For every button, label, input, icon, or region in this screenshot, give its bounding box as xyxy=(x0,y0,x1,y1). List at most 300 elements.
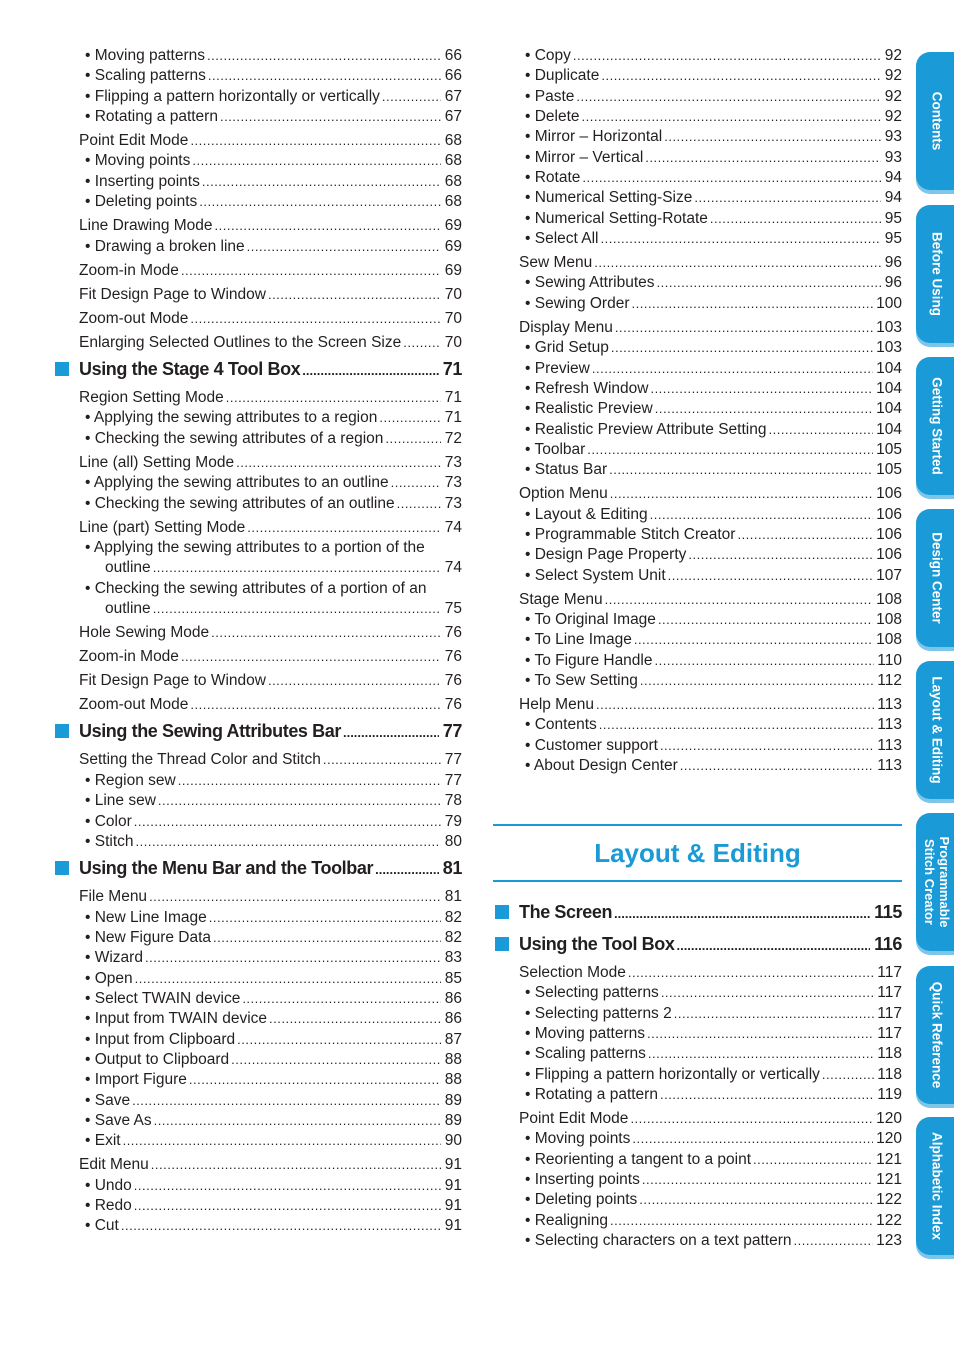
dot-leader xyxy=(645,148,881,168)
entry-title: • Moving patterns xyxy=(95,46,205,66)
entry-title: • Scaling patterns xyxy=(535,1044,646,1064)
page-number: 75 xyxy=(444,600,462,617)
toc-section-row[interactable] xyxy=(495,931,902,957)
toc-subentry[interactable] xyxy=(495,1004,902,1024)
entry-title: Line Drawing Mode xyxy=(79,217,213,234)
dot-leader xyxy=(215,216,441,236)
page-number: 122 xyxy=(876,1191,902,1208)
toc-subentry[interactable] xyxy=(55,237,462,257)
dot-leader xyxy=(382,87,441,107)
entry-title: Hole Sewing Mode xyxy=(79,624,210,641)
entry-title: • Numerical Setting-Rotate xyxy=(535,209,708,229)
dot-leader xyxy=(639,1190,873,1210)
chapter-tab-label: Quick Reference xyxy=(929,981,945,1089)
toc-subentry[interactable] xyxy=(495,273,902,293)
section-square-icon xyxy=(55,861,69,875)
page-number: 70 xyxy=(444,286,462,303)
dot-leader xyxy=(207,46,441,66)
toc-entry[interactable] xyxy=(55,285,462,305)
page-number: 113 xyxy=(877,757,902,774)
toc-entry[interactable] xyxy=(55,647,462,667)
toc-subentry[interactable] xyxy=(495,525,902,545)
entry-title: • Numerical Setting-Size xyxy=(535,188,692,208)
toc-subentry[interactable] xyxy=(55,1091,462,1111)
page-number: 96 xyxy=(884,254,902,271)
page-number: 88 xyxy=(444,1051,462,1068)
toc-entry[interactable] xyxy=(55,333,462,353)
entry-title: • Paste xyxy=(535,87,574,107)
chapter-tab-label: Before Using xyxy=(929,231,945,317)
page-number: 82 xyxy=(444,909,462,926)
dot-leader xyxy=(231,1050,441,1070)
toc-subentry[interactable] xyxy=(55,1196,462,1216)
page-number: 95 xyxy=(884,230,902,247)
page-number: 93 xyxy=(884,149,902,166)
toc-subentry[interactable] xyxy=(495,1085,902,1105)
toc-subentry[interactable] xyxy=(495,338,902,358)
toc-subentry[interactable] xyxy=(495,168,902,188)
toc-subentry[interactable] xyxy=(55,429,462,449)
page-number: 106 xyxy=(876,485,902,502)
page-number: 120 xyxy=(876,1130,902,1147)
toc-subentry[interactable] xyxy=(55,473,462,493)
entry-title: • Toolbar xyxy=(535,440,585,460)
toc-subentry[interactable] xyxy=(55,832,462,852)
chapter-tab-label: Alphabetic Index xyxy=(929,1131,945,1241)
dot-leader xyxy=(650,505,874,525)
toc-subentry[interactable] xyxy=(55,107,462,127)
dot-leader xyxy=(632,294,874,314)
entry-title: • Flipping a pattern horizontally or vertically xyxy=(535,1065,820,1085)
toc-subentry[interactable] xyxy=(495,715,902,735)
toc-section-row[interactable] xyxy=(55,718,462,744)
entry-title: • Moving patterns xyxy=(535,1024,645,1044)
toc-entry[interactable] xyxy=(495,590,902,610)
page-number: 76 xyxy=(444,696,462,713)
toc-subentry[interactable] xyxy=(495,399,902,419)
page-number: 117 xyxy=(877,1005,902,1022)
toc-subentry[interactable] xyxy=(495,1231,902,1251)
entry-title: outline xyxy=(105,559,151,576)
toc-subentry[interactable] xyxy=(495,756,902,776)
entry-title: • Inserting points xyxy=(535,1170,640,1190)
entry-title: Zoom-in Mode xyxy=(79,648,179,665)
dot-leader xyxy=(794,1231,874,1251)
dot-leader xyxy=(190,695,441,715)
entry-title: • Rotating a pattern xyxy=(95,107,218,127)
dot-leader xyxy=(343,718,439,746)
toc-subentry[interactable] xyxy=(55,408,462,428)
toc-subentry[interactable] xyxy=(55,989,462,1009)
section-heading-box xyxy=(493,824,902,882)
dot-leader xyxy=(136,832,442,852)
chapter-tab[interactable] xyxy=(916,1117,954,1255)
page-number: 81 xyxy=(442,858,462,878)
toc-entry[interactable] xyxy=(55,309,462,329)
entry-title: • Layout & Editing xyxy=(535,505,648,525)
toc-entry[interactable] xyxy=(55,518,462,538)
chapter-tab[interactable] xyxy=(916,813,954,951)
toc-subentry[interactable] xyxy=(495,440,902,460)
toc-subentry[interactable] xyxy=(495,359,902,379)
entry-title: Help Menu xyxy=(519,696,594,713)
chapter-tab[interactable] xyxy=(916,509,954,647)
toc-subentry[interactable] xyxy=(55,812,462,832)
entry-title: • Contents xyxy=(535,715,597,735)
toc-subentry[interactable] xyxy=(495,1065,902,1085)
toc-subentry[interactable] xyxy=(495,736,902,756)
toc-subentry[interactable] xyxy=(495,209,902,229)
dot-leader xyxy=(596,695,874,715)
entry-title: • Color xyxy=(95,812,132,832)
page-number: 121 xyxy=(876,1151,902,1168)
toc-section-row[interactable] xyxy=(55,356,462,382)
toc-subentry[interactable] xyxy=(55,558,462,578)
toc-subentry[interactable] xyxy=(55,791,462,811)
toc-subentry[interactable] xyxy=(495,229,902,249)
toc-entry-text[interactable] xyxy=(95,579,462,599)
section-square-icon xyxy=(55,362,69,376)
entry-title: • Open xyxy=(95,969,133,989)
entry-title: • Select All xyxy=(535,229,599,249)
entry-title: • Duplicate xyxy=(535,66,599,86)
entry-title: • Copy xyxy=(535,46,571,66)
dot-leader xyxy=(268,671,441,691)
page-number: 106 xyxy=(876,526,902,543)
toc-subentry[interactable] xyxy=(495,1024,902,1044)
page-number: 66 xyxy=(444,67,462,84)
toc-subentry[interactable] xyxy=(495,87,902,107)
page-number: 106 xyxy=(876,546,902,563)
dot-leader xyxy=(680,756,875,776)
toc-subentry[interactable] xyxy=(495,66,902,86)
dot-leader xyxy=(655,399,873,419)
page-number: 105 xyxy=(876,441,902,458)
toc-subentry[interactable] xyxy=(495,107,902,127)
chapter-tab[interactable] xyxy=(916,966,954,1104)
entry-title: • Deleting points xyxy=(535,1190,637,1210)
chapter-tab[interactable] xyxy=(916,661,954,799)
entry-title: Applying the sewing attributes to a portion of the xyxy=(93,539,425,556)
toc-subentry[interactable] xyxy=(495,566,902,586)
toc-subentry[interactable] xyxy=(55,928,462,948)
entry-title: • Drawing a broken line xyxy=(95,237,245,257)
dot-leader xyxy=(192,151,441,171)
entry-title: • Customer support xyxy=(535,736,658,756)
page-number: 68 xyxy=(444,132,462,149)
entry-title: Option Menu xyxy=(519,485,608,502)
entry-title: • Realigning xyxy=(535,1211,608,1231)
toc-entry[interactable] xyxy=(55,1155,462,1175)
entry-title: • Checking the sewing attributes of a region xyxy=(95,429,383,449)
toc-subentry[interactable] xyxy=(495,148,902,168)
toc-entry-text[interactable] xyxy=(95,538,462,558)
entry-title: • Status Bar xyxy=(535,460,607,480)
entry-title: • Import Figure xyxy=(95,1070,187,1090)
dot-leader xyxy=(605,590,874,610)
toc-entry[interactable] xyxy=(495,253,902,273)
section-square-icon xyxy=(495,937,509,951)
toc-subentry[interactable] xyxy=(55,599,462,619)
entry-title: • Reorienting a tangent to a point xyxy=(535,1150,751,1170)
dot-leader xyxy=(594,253,881,273)
entry-title: • Inserting points xyxy=(95,172,200,192)
toc-subentry[interactable] xyxy=(495,545,902,565)
page-number: 70 xyxy=(444,334,462,351)
entry-title: • Redo xyxy=(95,1196,132,1216)
toc-subentry[interactable] xyxy=(495,294,902,314)
entry-title: Fit Design Page to Window xyxy=(79,672,266,689)
toc-subentry[interactable] xyxy=(495,610,902,630)
toc-subentry[interactable] xyxy=(495,630,902,650)
entry-title: Zoom-out Mode xyxy=(79,696,189,713)
chapter-tab-label: Layout & Editing xyxy=(929,676,945,784)
toc-entry[interactable] xyxy=(55,216,462,236)
toc-subentry[interactable] xyxy=(55,948,462,968)
dot-leader xyxy=(737,525,873,545)
page-number: 92 xyxy=(884,108,902,125)
dot-leader xyxy=(610,484,873,504)
entry-title: • Delete xyxy=(535,107,580,127)
entry-title: • Mirror – Horizontal xyxy=(535,127,662,147)
dot-leader xyxy=(134,812,441,832)
toc-entry[interactable] xyxy=(495,695,902,715)
chapter-tab[interactable] xyxy=(916,357,954,495)
page-number: 118 xyxy=(877,1045,902,1062)
page-number: 94 xyxy=(884,169,902,186)
chapter-tab[interactable] xyxy=(916,52,954,190)
toc-entry[interactable] xyxy=(495,963,902,983)
toc-subentry[interactable] xyxy=(55,1070,462,1090)
dot-leader xyxy=(158,791,441,811)
entry-title: Display Menu xyxy=(519,319,613,336)
section-square-icon xyxy=(55,724,69,738)
toc-subentry[interactable] xyxy=(495,127,902,147)
toc-entry[interactable] xyxy=(55,750,462,770)
toc-entry[interactable] xyxy=(55,623,462,643)
toc-subentry[interactable] xyxy=(55,66,462,86)
toc-subentry[interactable] xyxy=(55,1030,462,1050)
entry-title: • To Original Image xyxy=(535,610,656,630)
toc-entry[interactable] xyxy=(55,388,462,408)
page-number: 112 xyxy=(877,672,902,689)
toc-subentry[interactable] xyxy=(495,420,902,440)
dot-leader xyxy=(634,630,873,650)
page-number: 119 xyxy=(877,1086,902,1103)
dot-leader xyxy=(642,1170,873,1190)
entry-title: • Applying the sewing attributes to a region xyxy=(95,408,377,428)
page-number: 88 xyxy=(444,1071,462,1088)
toc-subentry[interactable] xyxy=(495,460,902,480)
dot-leader xyxy=(199,192,441,212)
page-number: 77 xyxy=(442,721,462,741)
dot-leader xyxy=(587,440,873,460)
entry-title: • Deleting points xyxy=(95,192,197,212)
toc-subentry[interactable] xyxy=(55,1131,462,1151)
page-number: 117 xyxy=(877,1025,902,1042)
dot-leader xyxy=(134,1176,441,1196)
page-number: 76 xyxy=(444,672,462,689)
entry-title: Using the Tool Box xyxy=(519,934,675,954)
toc-entry[interactable] xyxy=(495,484,902,504)
entry-title: Zoom-in Mode xyxy=(79,262,179,279)
toc-subentry[interactable] xyxy=(55,87,462,107)
toc-subentry[interactable] xyxy=(495,671,902,691)
page-number: 108 xyxy=(876,591,902,608)
toc-subentry[interactable] xyxy=(55,1050,462,1070)
dot-leader xyxy=(145,948,441,968)
page-number: 71 xyxy=(444,389,462,406)
dot-leader xyxy=(630,1109,873,1129)
toc-subentry[interactable] xyxy=(495,1044,902,1064)
entry-title: • Preview xyxy=(535,359,590,379)
toc-entry[interactable] xyxy=(495,1109,902,1129)
toc-subentry[interactable] xyxy=(495,379,902,399)
toc-subentry[interactable] xyxy=(55,192,462,212)
toc-entry[interactable] xyxy=(55,695,462,715)
toc-subentry[interactable] xyxy=(495,651,902,671)
toc-subentry[interactable] xyxy=(55,172,462,192)
page-number: 108 xyxy=(876,631,902,648)
toc-subentry[interactable] xyxy=(495,1170,902,1190)
entry-title: • Stitch xyxy=(95,832,134,852)
page-number: 113 xyxy=(877,696,902,713)
entry-title: The Screen xyxy=(519,902,613,922)
toc-subentry[interactable] xyxy=(55,46,462,66)
chapter-tab[interactable] xyxy=(916,205,954,343)
entry-title: • Checking the sewing attributes of an outline xyxy=(95,494,395,514)
dot-leader xyxy=(247,237,441,257)
entry-title: • Undo xyxy=(95,1176,132,1196)
page-number: 72 xyxy=(444,430,462,447)
dot-leader xyxy=(237,1030,441,1050)
entry-title: • Select System Unit xyxy=(535,566,666,586)
entry-title: • Exit xyxy=(95,1131,121,1151)
toc-entry[interactable] xyxy=(55,671,462,691)
entry-title: Stage Menu xyxy=(519,591,603,608)
toc-subentry[interactable] xyxy=(55,1111,462,1131)
entry-title: • To Sew Setting xyxy=(535,671,638,691)
entry-title: File Menu xyxy=(79,888,148,905)
page-number: 91 xyxy=(444,1156,462,1173)
dot-leader xyxy=(592,359,873,379)
page-number: 90 xyxy=(444,1132,462,1149)
toc-subentry[interactable] xyxy=(495,1190,902,1210)
page-number: 82 xyxy=(444,929,462,946)
dot-leader xyxy=(661,983,874,1003)
toc-subentry[interactable] xyxy=(55,969,462,989)
dot-leader xyxy=(640,671,874,691)
page-number: 68 xyxy=(444,193,462,210)
toc-subentry[interactable] xyxy=(55,1176,462,1196)
page-number: 89 xyxy=(444,1092,462,1109)
toc-subentry[interactable] xyxy=(55,1009,462,1029)
page-number: 122 xyxy=(876,1212,902,1229)
dot-leader xyxy=(202,172,441,192)
toc-subentry[interactable] xyxy=(55,908,462,928)
toc-entry[interactable] xyxy=(55,261,462,281)
page-number: 117 xyxy=(877,984,902,1001)
page-number: 70 xyxy=(444,310,462,327)
page-number: 113 xyxy=(877,716,902,733)
dot-leader xyxy=(190,131,441,151)
dot-leader xyxy=(582,168,881,188)
toc-subentry[interactable] xyxy=(495,505,902,525)
dot-leader xyxy=(149,887,441,907)
chapter-tab-label: Programmable Stitch Creator xyxy=(922,836,952,928)
entry-title: • Realistic Preview xyxy=(535,399,653,419)
toc-subentry[interactable] xyxy=(495,188,902,208)
dot-leader xyxy=(220,107,441,127)
page-number: 92 xyxy=(884,88,902,105)
dot-leader xyxy=(650,379,873,399)
entry-title: Selection Mode xyxy=(519,964,626,981)
toc-subentry[interactable] xyxy=(495,1211,902,1231)
toc-section-row[interactable] xyxy=(495,899,902,925)
dot-leader xyxy=(601,66,881,86)
toc-subentry[interactable] xyxy=(495,1129,902,1149)
entry-title: • Realistic Preview Attribute Setting xyxy=(535,420,766,440)
page-number: 76 xyxy=(444,648,462,665)
page-number: 77 xyxy=(444,772,462,789)
toc-subentry[interactable] xyxy=(55,771,462,791)
entry-title: Point Edit Mode xyxy=(79,132,189,149)
page-number: 106 xyxy=(876,506,902,523)
entry-title: • To Figure Handle xyxy=(535,651,653,671)
toc-subentry[interactable] xyxy=(55,151,462,171)
dot-leader xyxy=(614,899,870,927)
toc-subentry[interactable] xyxy=(495,1150,902,1170)
toc-subentry[interactable] xyxy=(495,46,902,66)
dot-leader xyxy=(609,460,873,480)
entry-title: • Selecting patterns 2 xyxy=(535,1004,672,1024)
dot-leader xyxy=(213,928,441,948)
entry-title: • Grid Setup xyxy=(535,338,609,358)
page-number: 116 xyxy=(874,934,902,954)
section-heading: Layout & Editing xyxy=(594,838,801,868)
entry-title: • Input from Clipboard xyxy=(95,1030,235,1050)
page-number: 121 xyxy=(876,1171,902,1188)
page-number: 73 xyxy=(444,474,462,491)
toc-subentry[interactable] xyxy=(55,1216,462,1236)
page-number: 107 xyxy=(876,567,902,584)
dot-leader xyxy=(660,1085,874,1105)
page-number: 71 xyxy=(444,409,462,426)
page-number: 89 xyxy=(444,1112,462,1129)
entry-title: Line (all) Setting Mode xyxy=(79,454,235,471)
entry-title: • Moving points xyxy=(535,1129,630,1149)
toc-subentry[interactable] xyxy=(55,494,462,514)
page-number: 80 xyxy=(444,833,462,850)
toc-entry[interactable] xyxy=(55,453,462,473)
entry-title: • Selecting characters on a text pattern xyxy=(535,1231,792,1251)
entry-title: • Wizard xyxy=(95,948,143,968)
toc-entry[interactable] xyxy=(495,318,902,338)
toc-section-row[interactable] xyxy=(55,855,462,881)
dot-leader xyxy=(153,558,441,578)
entry-title: • Save As xyxy=(95,1111,152,1131)
page-number: 123 xyxy=(876,1232,902,1249)
page-number: 118 xyxy=(877,1066,902,1083)
toc-entry[interactable] xyxy=(55,887,462,907)
entry-title: • Sewing Attributes xyxy=(535,273,655,293)
dot-leader xyxy=(573,46,881,66)
dot-leader xyxy=(154,1111,441,1131)
page-number: 74 xyxy=(444,559,462,576)
toc-entry[interactable] xyxy=(55,131,462,151)
dot-leader xyxy=(628,963,874,983)
toc-subentry[interactable] xyxy=(495,983,902,1003)
